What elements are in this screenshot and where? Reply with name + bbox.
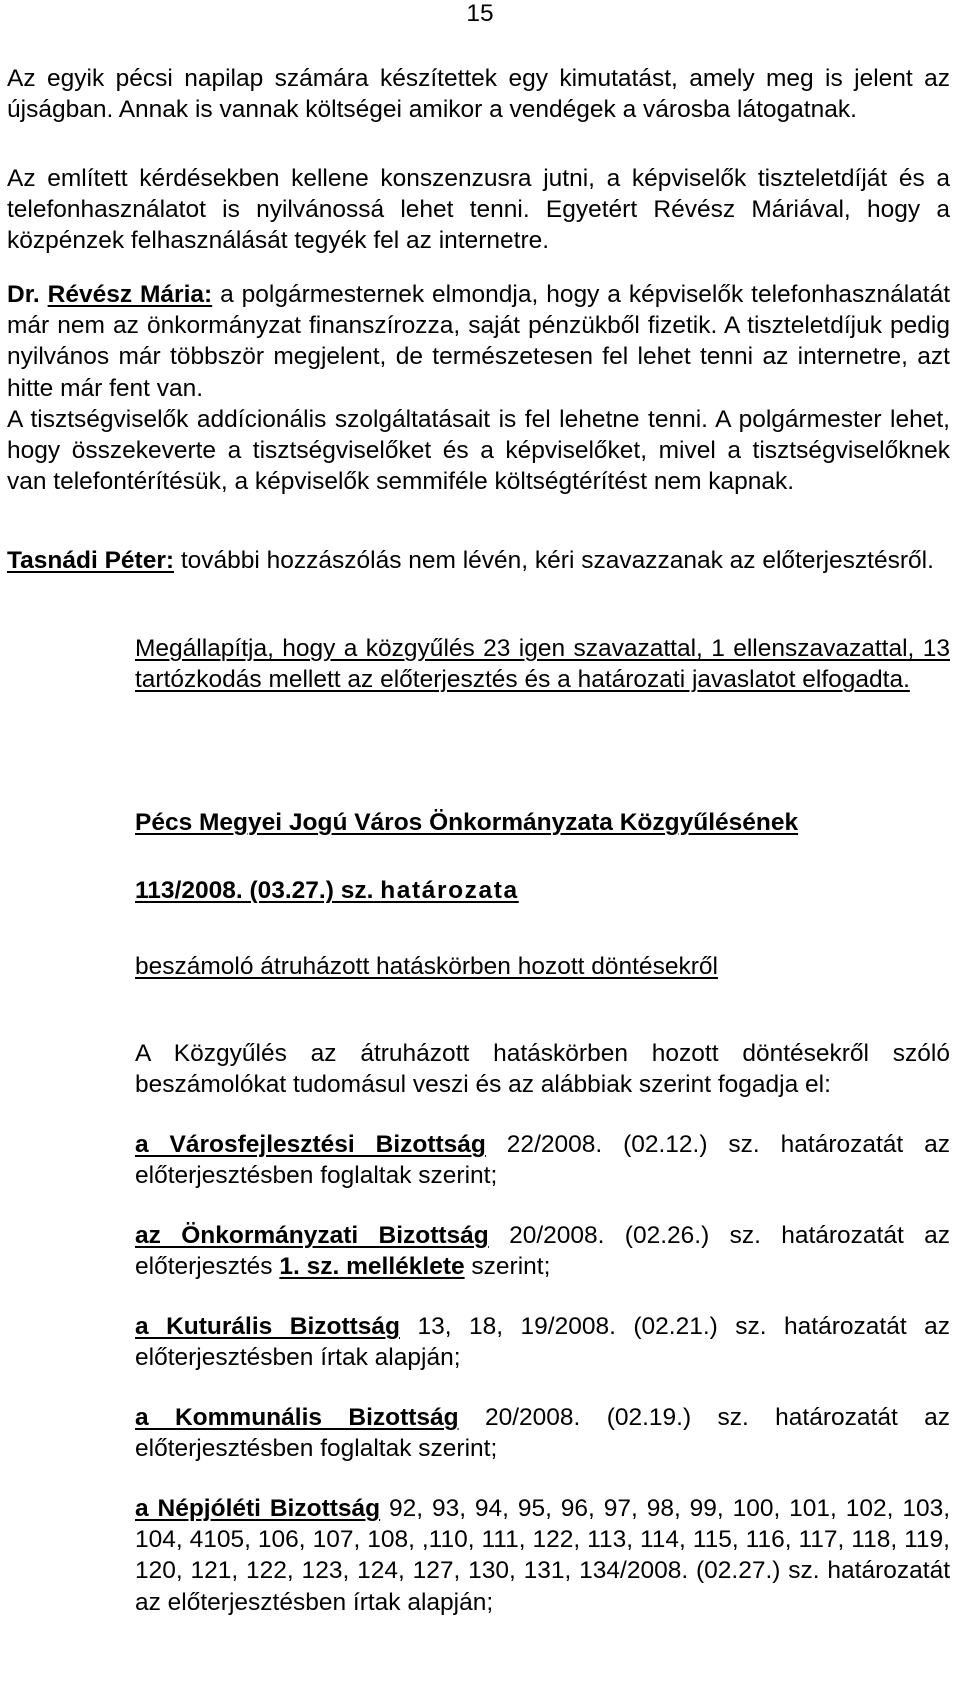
resolution-number-word: határozata [380,877,519,904]
page-number: 15 [466,0,494,27]
list-item: a Városfejlesztési Bizottság 22/2008. (02.12.) sz. határozatát az előterjesztésben foglaltak szerint; [135,1131,951,1190]
speaker-text: a polgármesternek elmondja, hogy a képviselők telefonhasználatát már nem az önkormányzat finanszírozza, saját pénzükből fizetik. A tiszteletdíjuk pedig nyilvános már többször megjelent, de természetesen fel lehet tenni az internetre, azt hitte már fent van. [7,281,951,402]
list-item: a Kommunális Bizottság 20/2008. (02.19.) sz. határozatát az előterjesztésben foglaltak szerint; [135,1404,950,1463]
paragraph-revesz [7,279,950,404]
resolution-number [135,876,519,906]
speaker-name: Tasnádi Péter: [7,547,175,574]
list-item: az Önkormányzati Bizottság 20/2008. (02.26.) sz. határozatát az előterjesztés 1. sz. melléklete szerint; [135,1222,950,1281]
committee-name: a Kuturális Bizottság [135,1313,400,1340]
paragraph-tasnadi [7,545,950,576]
committee-name: a Városfejlesztési Bizottság [135,1131,486,1158]
committee-name: a Népjóléti Bizottság [135,1495,381,1522]
resolution-title: Pécs Megyei Jogú Város Önkormányzata Közgyűlésének [135,809,799,836]
paragraph-officials: A tisztségviselők addícionális szolgáltatásait is fel lehetne tenni. A polgármester lehet, hogy összekeverte a tisztségviselőket és a képviselőket, mivel a tisztségviselőknek van telefontérítésük, a képviselők semmiféle költségtérítést nem kapnak. [7,406,950,496]
committee-name: a Kommunális Bizottság [135,1404,459,1431]
speaker-name: Révész Mária: [47,281,213,308]
attachment-reference: 1. sz. melléklete [279,1253,465,1281]
list-item: a Népjóléti Bizottság 92, 93, 94, 95, 96, 97, 98, 99, 100, 101, 102, 103, 104, 4105, 106, 107, 108, ,110, 111, 122, 113, 114, 115, 116, 117, 118, 119, 120, 121, 122, 123, 124, 127, 130, 131, 134/2008. (02.27.) sz. határozatát az előterjesztésben írtak alapján; [135,1495,951,1616]
committee-name: az Önkormányzati Bizottság [135,1222,489,1249]
resolution-subject: beszámoló átruházott hatáskörben hozott döntésekről [135,953,718,980]
speaker-text: további hozzászólás nem lévén, kéri szavazzanak az előterjesztésről. [174,547,934,574]
paragraph-newspaper: Az egyik pécsi napilap számára készítettek egy kimutatást, amely meg is jelent az újságban. Annak is vannak költségei amikor a vendégek a városba látogatnak. [7,65,950,124]
resolution-intro: A Közgyűlés az átruházott hatáskörben hozott döntésekről szóló beszámolókat tudomásul veszi és az alábbiak szerint fogadja el: [135,1040,950,1099]
paragraph-consensus: Az említett kérdésekben kellene konszenzusra jutni, a képviselők tiszteletdíját és a telefonhasználatot is nyilvánossá lehet tenni. Egyetért Révész Máriával, hogy a közpénzek felhasználását tegyék fel az internetre. [7,165,950,255]
resolution-number-value: 113/2008. (03.27.) sz. [135,877,374,904]
vote-result-text: Megállapítja, hogy a közgyűlés 23 igen szavazattal, 1 ellenszavazattal, 13 tartózkodás mellett az előterjesztés és a határozati javaslatot elfogadta. [135,635,950,694]
speaker-prefix: Dr. [7,281,40,308]
list-item: a Kuturális Bizottság 13, 18, 19/2008. (02.21.) sz. határozatát az előterjesztésben írtak alapján; [135,1313,950,1372]
vote-result [135,633,950,695]
